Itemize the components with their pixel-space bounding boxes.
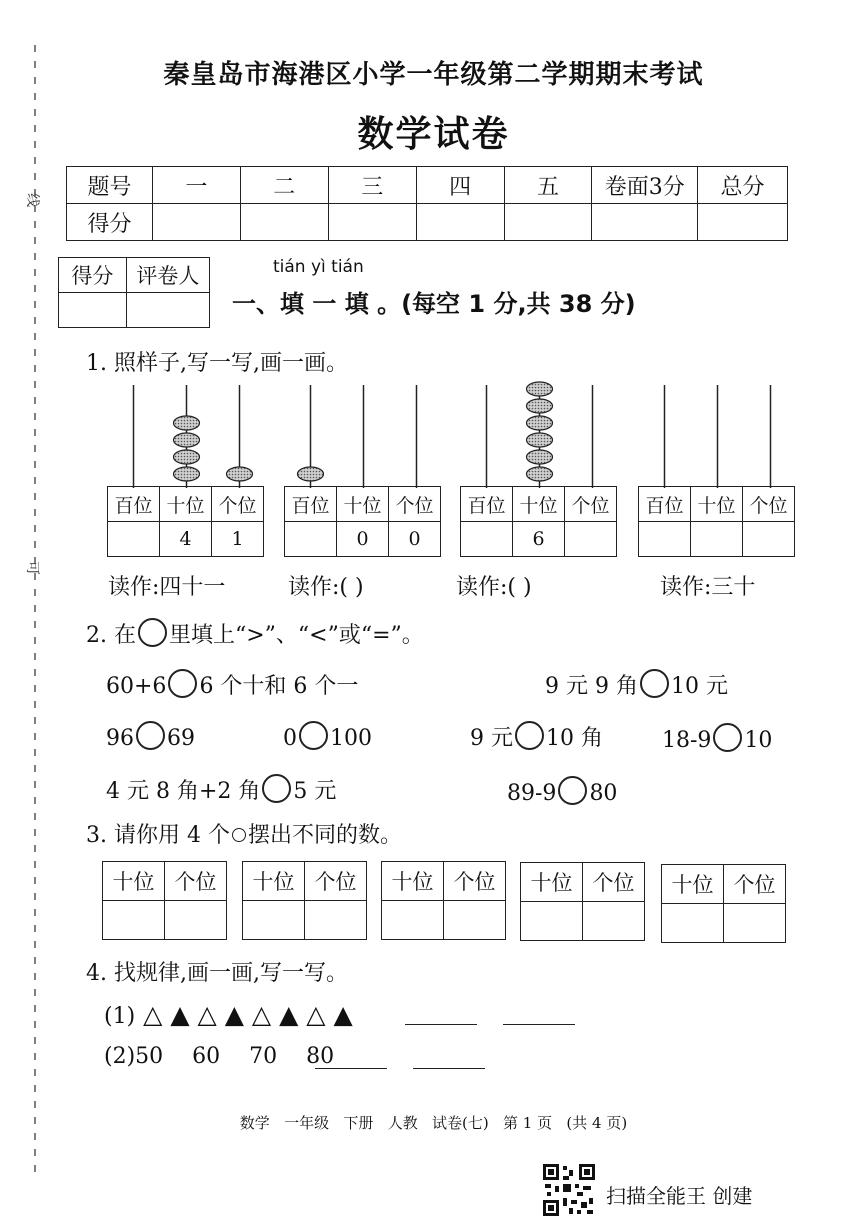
grader-name-cell[interactable]: [126, 293, 209, 328]
compare-right: 5 元: [293, 779, 337, 804]
abacus-bead: [527, 399, 553, 413]
header-hundreds: 百位: [285, 487, 337, 522]
header-tens: 十位: [521, 863, 583, 902]
scanner-watermark-label: 扫描全能王 创建: [606, 1184, 753, 1208]
grader-score-cell[interactable]: [59, 293, 127, 328]
header-tens: 十位: [513, 487, 565, 522]
score-input-cell[interactable]: [240, 204, 328, 241]
pattern-number: 60: [192, 1044, 221, 1069]
answer-circle[interactable]: [262, 774, 291, 803]
compare-left: 60+6: [106, 674, 167, 699]
digit-cell[interactable]: 0: [337, 522, 389, 557]
page-title: 数学试卷: [357, 114, 510, 155]
abacus-bead: [174, 433, 200, 447]
score-header-cell: 四: [416, 167, 504, 204]
digit-cell[interactable]: [285, 522, 337, 557]
pattern-2-blank-1[interactable]: [315, 1068, 387, 1069]
abacus-bead: [174, 467, 200, 481]
compare-left: 4 元 8 角+2 角: [106, 779, 261, 804]
q4-prompt: 4. 找规律,画一画,写一写。: [86, 961, 348, 986]
small-circle-icon: [232, 828, 246, 842]
header-hundreds: 百位: [461, 487, 513, 522]
page-footer: 数学 一年级 下册 人教 试卷(七) 第 1 页 (共 4 页): [239, 1114, 628, 1132]
digit-cell[interactable]: [691, 522, 743, 557]
q2-prompt-pre: 2. 在: [86, 623, 136, 648]
header-ones: 个位: [583, 863, 645, 902]
abacus-bead: [527, 382, 553, 396]
triangle-filled-icon: ▲: [279, 1000, 299, 1029]
answer-circle[interactable]: [713, 723, 742, 752]
margin-mark-line: 线: [24, 193, 40, 207]
read-as-3[interactable]: 读作:( ): [456, 575, 532, 600]
digit-cell[interactable]: 1: [212, 522, 264, 557]
pattern-number: 80: [306, 1044, 335, 1069]
tens-ones-table-5: [661, 864, 786, 943]
draw-cell[interactable]: [103, 901, 165, 940]
grader-score-label: 得分: [59, 258, 127, 293]
read-as-4: 读作:三十: [660, 575, 756, 600]
digit-cell[interactable]: [639, 522, 691, 557]
pattern-1-blank-1[interactable]: [405, 1024, 477, 1025]
answer-circle[interactable]: [558, 776, 587, 805]
digit-cell[interactable]: [565, 522, 617, 557]
compare-item-8: [507, 776, 617, 806]
pattern-number: 50: [135, 1044, 164, 1069]
abacus-bead: [527, 467, 553, 481]
draw-cell[interactable]: [724, 904, 786, 943]
header-tens: 十位: [662, 865, 724, 904]
digit-cell[interactable]: [461, 522, 513, 557]
compare-right: 10 角: [546, 726, 603, 751]
score-row-label: 得分: [67, 204, 153, 241]
header-tens: 十位: [382, 862, 444, 901]
compare-item-4: [283, 721, 372, 751]
score-header-cell: 二: [240, 167, 328, 204]
pattern-1-label: (1): [104, 1004, 136, 1029]
abacus-bead: [174, 450, 200, 464]
answer-circle[interactable]: [640, 669, 669, 698]
tens-ones-table-4: [520, 862, 645, 941]
abacus-bead: [527, 450, 553, 464]
q3-prompt-pre: 3. 请你用 4 个: [86, 823, 230, 848]
score-header-cell: 五: [504, 167, 592, 204]
score-input-cell[interactable]: [152, 204, 240, 241]
pattern-2-label: (2): [104, 1044, 136, 1069]
answer-circle[interactable]: [299, 721, 328, 750]
digit-cell[interactable]: [743, 522, 795, 557]
triangle-outline-icon: △: [306, 1000, 326, 1029]
draw-cell[interactable]: [382, 901, 444, 940]
tens-ones-table-3: [381, 861, 506, 940]
tens-ones-table-2: [242, 861, 367, 940]
header-ones: 个位: [444, 862, 506, 901]
pattern-number: 70: [249, 1044, 278, 1069]
read-as-1: 读作:四十一: [108, 575, 226, 600]
q1-prompt: 1. 照样子,写一写,画一画。: [86, 351, 348, 376]
section1-pinyin: tián yì tián: [273, 257, 364, 277]
binding-margin-line: [30, 45, 40, 1175]
header-ones: 个位: [305, 862, 367, 901]
grader-name-label: 评卷人: [126, 258, 209, 293]
compare-right: 6 个十和 6 个一: [199, 674, 359, 699]
draw-cell[interactable]: [521, 902, 583, 941]
place-value-table-4: [638, 486, 795, 557]
score-input-cell[interactable]: [504, 204, 592, 241]
qr-code-icon: [541, 1162, 597, 1218]
pattern-1: [104, 1000, 353, 1029]
score-input-cell[interactable]: [592, 204, 698, 241]
compare-right: 80: [589, 781, 618, 806]
section1-title: 一、填 一 填 。(每空 1 分,共 38 分): [232, 290, 636, 318]
header-hundreds: 百位: [108, 487, 160, 522]
compare-item-3: [106, 721, 195, 751]
abacus-bead: [174, 416, 200, 430]
q2-prompt: [86, 618, 424, 649]
score-table: [66, 166, 788, 241]
compare-left: 0: [283, 726, 297, 751]
header-tens: 十位: [160, 487, 212, 522]
triangle-filled-icon: ▲: [170, 1000, 190, 1029]
header-tens: 十位: [103, 862, 165, 901]
abacus-figures: [0, 380, 867, 490]
place-value-table-3: [460, 486, 617, 557]
compare-left: 9 元: [470, 726, 513, 751]
header-tens: 十位: [691, 487, 743, 522]
header-ones: 个位: [389, 487, 441, 522]
compare-item-6: [662, 723, 772, 753]
draw-cell[interactable]: [305, 901, 367, 940]
draw-cell[interactable]: [444, 901, 506, 940]
compare-right: 10 元: [670, 674, 728, 699]
header-ones: 个位: [743, 487, 795, 522]
triangle-filled-icon: ▲: [224, 1000, 244, 1029]
score-header-cell: 总分: [698, 167, 788, 204]
abacus-bead: [227, 467, 253, 481]
header-ones: 个位: [165, 862, 227, 901]
answer-circle[interactable]: [136, 721, 165, 750]
header-ones: 个位: [565, 487, 617, 522]
grader-box: [58, 257, 210, 328]
compare-left: 89-9: [507, 781, 557, 806]
pattern-1-blank-2[interactable]: [503, 1024, 575, 1025]
compare-item-1: [106, 669, 358, 700]
tens-ones-table-1: [102, 861, 227, 940]
pattern-2: [104, 1044, 334, 1069]
compare-item-5: [470, 721, 603, 752]
draw-cell[interactable]: [662, 904, 724, 943]
header-ones: 个位: [724, 865, 786, 904]
compare-left: 96: [106, 726, 134, 751]
compare-left: 18-9: [662, 728, 712, 753]
header-tens: 十位: [243, 862, 305, 901]
digit-cell[interactable]: [108, 522, 160, 557]
compare-right: 100: [330, 726, 372, 751]
score-input-cell[interactable]: [698, 204, 788, 241]
digit-cell[interactable]: 0: [389, 522, 441, 557]
place-value-table-2: [284, 486, 441, 557]
compare-left: 9 元 9 角: [545, 674, 638, 699]
answer-circle[interactable]: [515, 721, 544, 750]
pattern-2-blank-2[interactable]: [413, 1068, 485, 1069]
compare-item-7: [106, 774, 336, 805]
score-header-cell: 卷面3分: [592, 167, 698, 204]
compare-right: 69: [167, 726, 195, 751]
score-input-cell[interactable]: [416, 204, 504, 241]
draw-cell[interactable]: [243, 901, 305, 940]
q3-prompt-post: 摆出不同的数。: [247, 823, 402, 848]
circle-icon: [138, 618, 167, 647]
abacus-bead: [527, 416, 553, 430]
draw-cell[interactable]: [165, 901, 227, 940]
score-input-cell[interactable]: [328, 204, 416, 241]
triangle-outline-icon: △: [143, 1000, 163, 1029]
header-hundreds: 百位: [639, 487, 691, 522]
score-header-cell: 三: [328, 167, 416, 204]
compare-item-2: [545, 669, 728, 700]
abacus-bead: [298, 467, 324, 481]
abacus-bead: [527, 433, 553, 447]
score-header-cell: 题号: [67, 167, 153, 204]
digit-cell[interactable]: 6: [513, 522, 565, 557]
triangle-filled-icon: ▲: [333, 1000, 353, 1029]
draw-cell[interactable]: [583, 902, 645, 941]
header-tens: 十位: [337, 487, 389, 522]
triangle-outline-icon: △: [197, 1000, 217, 1029]
q2-prompt-post: 里填上“>”、“<”或“=”。: [168, 623, 424, 648]
place-value-table-1: [107, 486, 264, 557]
header-ones: 个位: [212, 487, 264, 522]
digit-cell[interactable]: 4: [160, 522, 212, 557]
answer-circle[interactable]: [168, 669, 197, 698]
q3-prompt: [86, 818, 402, 849]
score-header-cell: 一: [152, 167, 240, 204]
compare-right: 10: [744, 728, 773, 753]
triangle-outline-icon: △: [251, 1000, 272, 1029]
read-as-2[interactable]: 读作:( ): [288, 575, 364, 600]
margin-mark-ke: 可: [24, 561, 40, 575]
school-title: 秦皇岛市海港区小学一年级第二学期期末考试: [163, 60, 704, 90]
